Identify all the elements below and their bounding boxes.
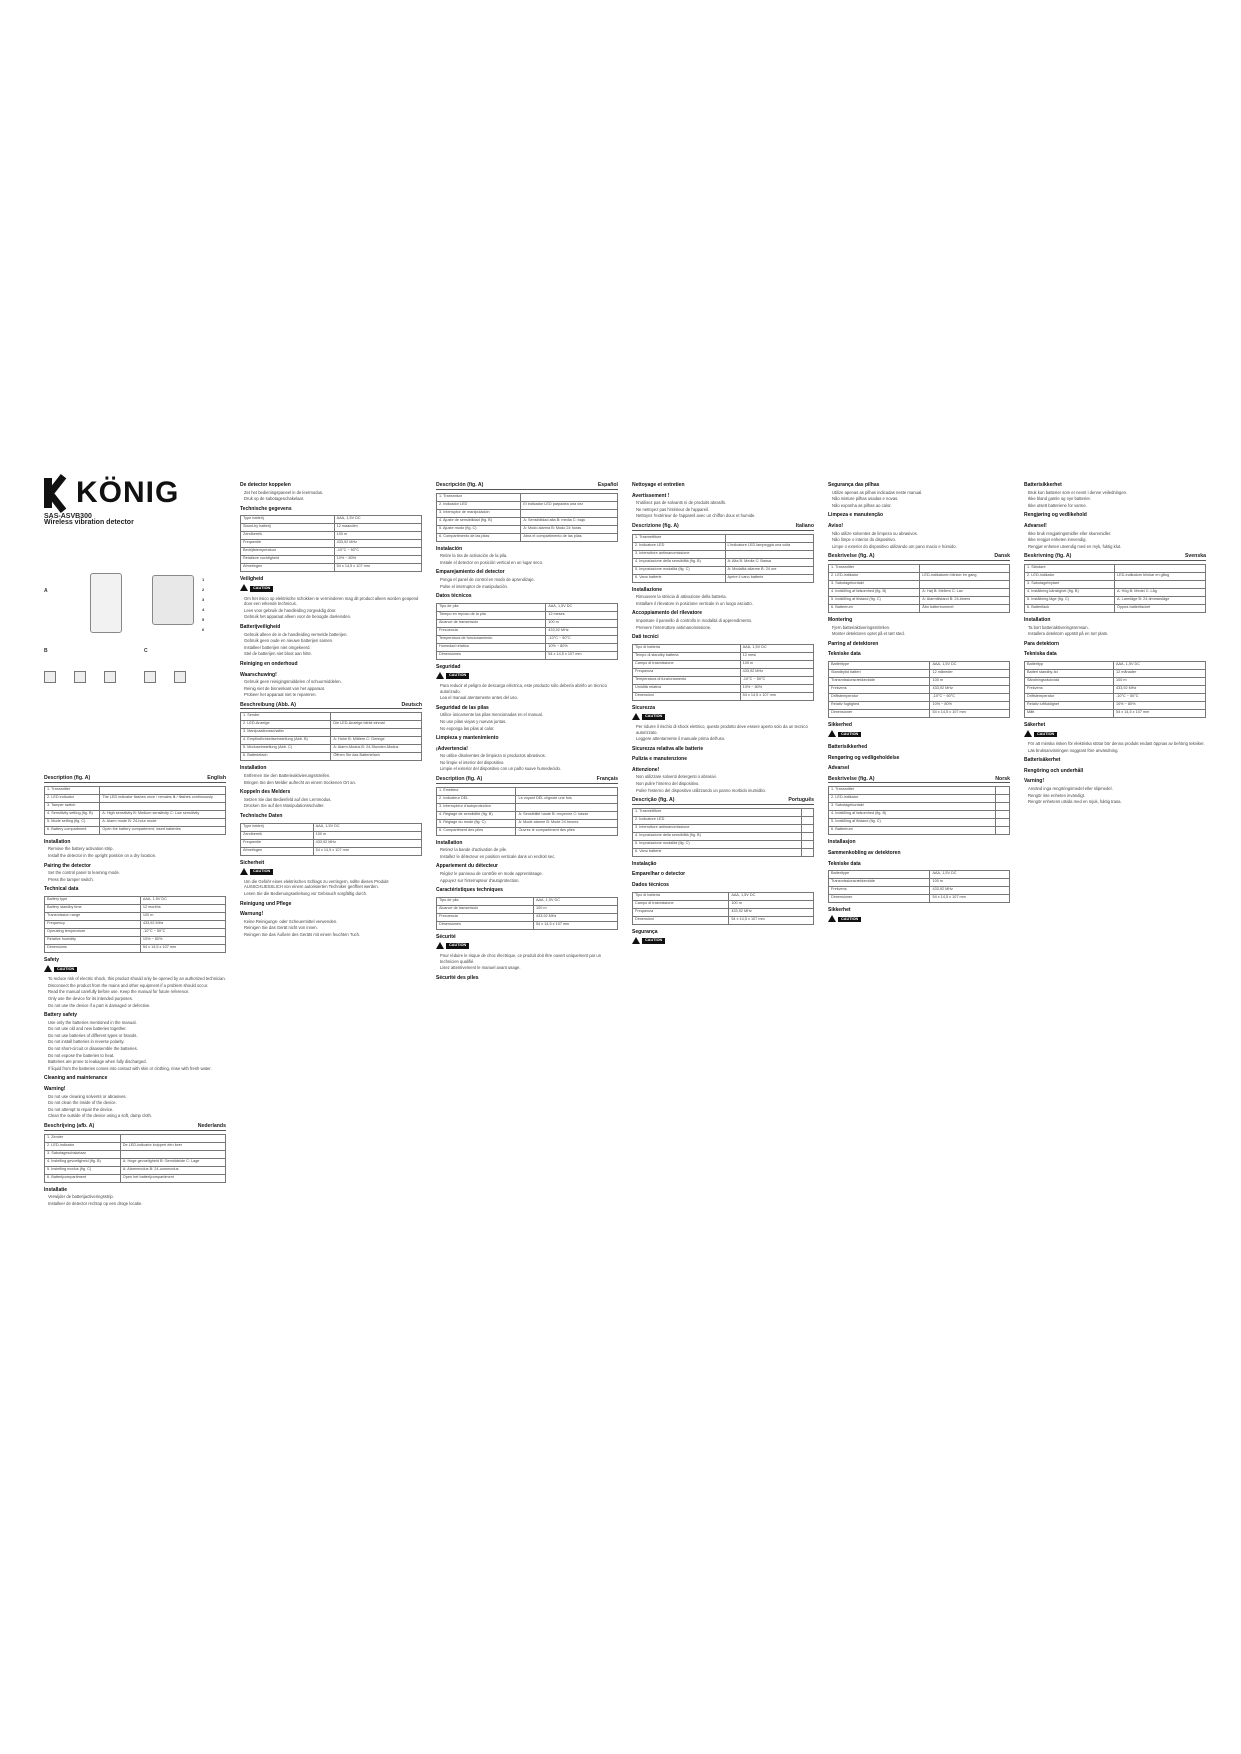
warning-triangle-icon (436, 942, 444, 949)
product-figures (44, 531, 226, 771)
no-clean-heading: Rengjøring og vedlikehold (1024, 512, 1087, 519)
list-item: Installeer de detector rechtop op een droge locatie. (48, 1200, 143, 1206)
no-tech-table: Batteritype AAA, 1,5V DC Transmissionsrækkevidde 100 m Frekvens 433,92 MHz Dimensioner 54 x 14,5 x 107 mm (828, 870, 1010, 903)
da-tech-heading: Tekniske data (828, 651, 861, 658)
da-battery-heading: Batterisikkerhed (828, 744, 868, 751)
detector-open-illustration (152, 575, 194, 625)
es-clean-heading: Limpieza y mantenimiento (436, 735, 499, 742)
it-safety-heading: Sicurezza (632, 704, 656, 711)
list-item: Não limpe o interior do dispositivo. (832, 537, 897, 543)
list-item: Para reducir el peligro de descarga eléctrica, este producto sólo debería abrirlo un técnico autorizado. (440, 682, 607, 694)
warning-triangle-icon (240, 868, 248, 875)
brand-name: KÖNIG (76, 476, 180, 510)
mode-switch-b (174, 671, 186, 683)
list-item: Reinigen Sie das Äußere des Geräts mit einem feuchten Tuch. (244, 931, 361, 937)
da-pairing-heading: Parring af detektoren (828, 640, 879, 647)
list-item: Ikke bruk rengjøringsmidler eller skuremidler. (1028, 530, 1112, 536)
list-item: Ikke utsett batteriene for varme. (1028, 502, 1087, 508)
list-item: Retire la tira de activación de la pila. (440, 553, 508, 559)
it-clean-warning: Attenzione! (632, 766, 660, 773)
fr-tech-table: Tipo de pila AAA, 1,5V DC Alcance de transmisión 100 m Frecuencia 433,92 MHz Dimensiones 54 x 14,5 x 107 mm (436, 897, 618, 930)
list-item: Gebruik geen oude en nieuwe batterijen samen. (244, 638, 334, 644)
list-item: Limpe o exterior do dispositivo utilizando um pano macio e húmido. (832, 543, 957, 549)
nl-safety-heading: Veiligheid (240, 576, 264, 583)
en-clean-warning: Warning! (44, 1086, 66, 1093)
list-item: Probeer het apparaat niet te repareren. (244, 692, 317, 698)
sensitivity-switch-b (74, 671, 86, 683)
caution-label: CAUTION (1024, 729, 1206, 741)
da-install-heading: Montering (828, 616, 853, 623)
es-tech-heading: Datos técnicos (436, 593, 472, 600)
da-clean-heading: Rengøring og vedligeholdelse (828, 754, 900, 761)
caution-label: CAUTION (632, 711, 814, 723)
list-item: Ponga el panel de control en modo de aprendizaje. (440, 576, 535, 582)
callout-1: 1 (202, 577, 205, 583)
nl-battery-heading: Batterijveiligheid (240, 623, 281, 630)
list-item: Entfernen Sie den Batterieaktivierungsstreifen. (244, 773, 331, 779)
en-install-heading: Installation (44, 838, 71, 845)
list-item: Installez le détecteur en position verticale dans un endroit sec. (440, 853, 556, 859)
list-item: Installera detektorn upprätt på en torr plats. (1028, 631, 1109, 637)
en-tech-heading: Technical data (44, 886, 79, 893)
es-tech-table: Tipo de pila AAA, 1,5V DC Tiempo en reposo de la pila 12 meses Alcance de transmisión 100 m Frecuencia 433,92 MHz Temperatura de funcionamiento -10°C ~ 50°C Humedad relativa 10% ~ 80% Dimensiones 54 x 14,5 x 107 mm (436, 603, 618, 660)
de-pairing-heading: Koppeln des Melders (240, 789, 291, 796)
es-clean-warning: ¡Advertencia! (436, 745, 468, 752)
list-item: Fjern batteriaktiveringsstrimlen. (832, 624, 891, 630)
list-item: Non pulire l'interno del dispositivo. (636, 781, 700, 787)
pt-description-table: 1. Trasmettitore 2. Indicatore LED 3. Interruttore antimanomissione 4. Impostazione della sensibilità (fig. B) 5. Impostazione modalità (fig. C) 6. Vano batterie (632, 808, 814, 857)
de-description-heading: Beschreibung (Abb. A) Deutsch (240, 701, 422, 708)
es-description-heading: Descripción (fig. A) Español (436, 482, 618, 488)
list-item: Do not use the device if a part is damaged or defective. (48, 1002, 151, 1008)
column-dutch-german (240, 478, 422, 939)
list-item: Druk op de sabotageschakelaar. (244, 496, 305, 502)
de-description-table: 1. Sender 2. LED-Anzeige Die LED-Anzeige blinkt einmal 3. Manipulationsschalter 4. Empfindlichkeitseinstellung (Abb. B) A: Hohe B: Mittlere C: Geringe 5. Moduseinstellung (Abb. C) A: Alarm-Modus B: 24-Stunden-Modus 6. Batteriefach Öffnen Sie das Batteriefach (240, 712, 422, 761)
sv-clean-warning: Varning! (1024, 778, 1045, 785)
caution-label: CAUTION (436, 670, 618, 682)
no-description-heading: Beskrivelse (fig. A) Norsk (828, 775, 1010, 782)
callout-5: 5 (202, 617, 205, 623)
list-item: Gebruik het apparaat alleen voor de beoogde doeleinden. (244, 614, 352, 620)
callout-6: 6 (202, 627, 205, 633)
warning-triangle-icon (44, 965, 52, 972)
nl-pairing-heading: De detector koppelen (240, 482, 291, 488)
list-item: Leggere attentamente il manuale prima dell'uso. (636, 736, 726, 742)
de-safety-heading: Sicherheit (240, 859, 265, 866)
fr-clean-warning: Avertissement ! (632, 492, 670, 499)
fr-battery-heading: Sécurité des piles (436, 974, 479, 981)
fr-tech-heading: Caractéristiques techniques (436, 887, 503, 894)
en-tech-table: Battery type AAA, 1.5V DC Battery standby time 12 months Transmission range 100 m Frequency 433,92 MHz Operating temperature -10°C ~ 50°C Relative humidity 10% ~ 80% Dimensions 54 x 14,5 x 107 mm (44, 896, 226, 953)
nl-tech-heading: Technische gegevens (240, 505, 292, 512)
fr-clean-heading: Nettoyage et entretien (632, 482, 685, 488)
no-install-heading: Installasjon (828, 839, 856, 846)
list-item: Lea el manual atentamente antes del uso. (440, 695, 518, 701)
en-pairing-heading: Pairing the detector (44, 862, 91, 869)
column-english (44, 478, 226, 1207)
warning-triangle-icon (1024, 730, 1032, 737)
column-portuguese-danish (828, 478, 1010, 925)
product-title: Wireless vibration detector (44, 518, 134, 526)
fr-description-heading: Description (fig. A) Français (436, 776, 618, 783)
list-item: Keine Reinigungs- oder Scheuermittel verwenden. (244, 918, 338, 924)
list-item: Reinig niet de binnenkant van het apparaat. (244, 685, 326, 691)
list-item: Não exponha as pilhas ao calor. (832, 502, 892, 508)
list-item: Setzen Sie das Bedienfeld auf den Lernmodus. (244, 796, 332, 802)
de-tech-table: Type batterij AAA, 1,5V DC Zendbereik 100 m Frequentie 433,92 MHz Afmetingen 54 x 14,5 x 107 mm (240, 823, 422, 856)
es-safety-heading: Seguridad (436, 663, 461, 670)
model-number: SAS-ASVB300 (44, 513, 92, 520)
list-item: Premere l'interruttore antimanomissione. (636, 624, 712, 630)
list-item: Lees voor gebruik de handleiding zorgvuldig door. (244, 607, 337, 613)
sv-clean-heading: Rengöring och underhåll (1024, 767, 1084, 774)
sensitivity-switch-c (104, 671, 116, 683)
pt-pairing-heading: Emparelhar o detector (632, 871, 686, 878)
no-pairing-heading: Sammenkobling av detektoren (828, 850, 901, 857)
detector-illustration (90, 573, 122, 633)
list-item: To reduce risk of electric shock, this product should only be opened by an authorized technician. (48, 976, 226, 982)
list-item: För att minska risken för elektriska stötar bör denna produkt endast öppnas av behörig tekniker. (1028, 741, 1205, 747)
sv-install-heading: Installation (1024, 616, 1051, 623)
list-item: Do not clean the inside of the device. (48, 1100, 117, 1106)
list-item: Pulse el interruptor de manipulación. (440, 583, 508, 589)
en-description-table: 1. Transmitter 2. LED indicator The LED indicator flashes once / remains lit / flashes continuously 3. Tamper switch 4. Sensitivity setting (fig. B) A: High sensitivity B: Medium sensitivity C: Low sensitivity 5. Mode setting (fig. C) A: Alarm mode B: 24-hour mode 6. Battery compartment Open the battery compartment; insert batteries (44, 786, 226, 835)
list-item: Do not attempt to repair the device. (48, 1106, 114, 1112)
caution-label: CAUTION (828, 729, 1010, 741)
list-item: No use pilas viejas y nuevas juntas. (440, 718, 507, 724)
no-battery-heading: Batterisikkerhet (1024, 482, 1062, 488)
list-item: Använd inga rengöringsmedel eller slipmedel. (1028, 786, 1113, 792)
list-item: Rengör enhetens utsida med en mjuk, fuktig trasa. (1028, 799, 1122, 805)
list-item: Bruk kun batterier som er nevnt i denne veiledningen. (1028, 489, 1128, 495)
list-item: Installare il rilevatore in posizione verticale in un luogo asciutto. (636, 600, 753, 606)
fr-safety-heading: Sécurité (436, 933, 456, 940)
sv-pairing-heading: Para detektorn (1024, 640, 1060, 647)
list-item: Do not use batteries of different types or brands. (48, 1032, 138, 1038)
list-item: If liquid from the batteries comes into contact with skin or clothing, rinse with fresh water. (48, 1065, 212, 1071)
list-item: Use only the batteries mentioned in the manual. (48, 1019, 137, 1025)
en-clean-heading: Cleaning and maintenance (44, 1075, 108, 1082)
list-item: Set the control panel to learning mode. (48, 870, 120, 876)
warning-triangle-icon (240, 584, 248, 591)
list-item: Batteries are prone to leakage when fully discharged. (48, 1059, 147, 1065)
sv-tech-table: Batterityp AAA, 1,5V DC Batteri standby-tid 12 månader Sändningsräckvidd 100 m Frekvens 433,92 MHz Driftstemperatur -10°C ~ 50°C Relativ luftfuktighet 10% ~ 80% Mått 54 x 14,5 x 107 mm (1024, 661, 1206, 718)
list-item: Ne nettoyez pas l'intérieur de l'appareil. (636, 506, 710, 512)
it-description-heading: Descrizione (fig. A) Italiano (632, 522, 814, 529)
list-item: Utilice únicamente las pilas mencionadas en el manual. (440, 712, 543, 718)
pt-tech-table: Tipo di batteria AAA, 1,5V DC Campo di trasmissione 100 m Frequenza 433,92 MHz Dimensioni 54 x 14,5 x 107 mm (632, 892, 814, 925)
column-french-italian (632, 478, 814, 947)
caution-label: CAUTION (436, 940, 618, 952)
de-install-heading: Installation (240, 765, 267, 772)
warning-triangle-icon (828, 915, 836, 922)
list-item: Remove the battery activation strip. (48, 846, 114, 852)
mode-switch-a (144, 671, 156, 683)
pt-description-heading: Descrição (fig. A) Português (632, 797, 814, 804)
list-item: No limpie el interior del dispositivo. (440, 759, 505, 765)
warning-triangle-icon (436, 672, 444, 679)
list-item: Impostare il pannello di controllo in modalità di apprendimento. (636, 617, 753, 623)
list-item: Pour réduire le risque de choc électrique, ce produit doit être ouvert uniquement par un technicien qualifié. (440, 953, 602, 964)
list-item: Läs bruksanvisningen noggrant före användning. (1028, 747, 1119, 753)
brand-logo (44, 478, 226, 508)
es-description-table: 1. Transmisor 2. Indicador LED El indicador LED parpadea una vez 3. Interruptor de manipulación 4. Ajuste de sensibilidad (fig. B) A: Sensibilidad alta B: media C: baja 5. Ajuste modo (fig. C) A: Modo alarma B: Modo 24 horas 6. Compartimento de las pilas Abra el compartimento de las pilas (436, 493, 618, 542)
fr-install-heading: Installation (436, 839, 463, 846)
list-item: Only use the device for its intended purposes. (48, 995, 133, 1001)
en-battery-heading: Battery safety (44, 1012, 78, 1019)
list-item: Clean the outside of the device using a soft, damp cloth. (48, 1113, 153, 1119)
warning-triangle-icon (632, 713, 640, 720)
list-item: Gebruik alleen de in de handleiding vermelde batterijen. (244, 631, 348, 637)
figure-label-c: C (144, 648, 148, 655)
en-description-heading: Description (fig. A) English (44, 775, 226, 782)
warning-triangle-icon (632, 937, 640, 944)
da-description-heading: Beskrivelse (fig. A) Dansk (828, 553, 1010, 560)
list-item: Não misture pilhas usadas e novas. (832, 496, 899, 502)
list-item: Installeer batterijen niet omgekeerd. (244, 644, 311, 650)
list-item: Limpie el exterior del dispositivo con un paño suave humedecido. (440, 766, 562, 772)
nl-install-heading: Installatie (44, 1186, 68, 1193)
list-item: Disconnect the product from the mains and other equipment if a problem should occur. (48, 982, 209, 988)
pt-safety-heading: Segurança (632, 928, 658, 935)
callout-4: 4 (202, 607, 205, 613)
list-item: Do not use cleaning solvents or abrasives. (48, 1093, 127, 1099)
it-clean-heading: Pulizia e manutenzione (632, 756, 688, 763)
list-item: Zet het bedieningspaneel in de leermodus. (244, 489, 324, 495)
list-item: Do not expose the batteries to heat. (48, 1052, 115, 1058)
de-clean-warning: Warnung! (240, 911, 264, 918)
list-item: Appuyez sur l'interrupteur d'autoprotection. (440, 877, 520, 883)
fr-pairing-heading: Appariement du détecteur (436, 863, 498, 870)
list-item: Reinigen Sie das Gerät nicht von innen. (244, 925, 318, 931)
list-item: Ikke bland gamle og nye batterier. (1028, 496, 1091, 502)
list-item: Rengjør enheten utvendig med en myk, fuktig klut. (1028, 543, 1122, 549)
es-install-heading: Instalación (436, 545, 463, 552)
list-item: Retirez la bande d'activation de pile. (440, 847, 508, 853)
sv-safety-heading: Säkerhet (1024, 721, 1046, 728)
it-battery-heading: Sicurezza relativa alle batterie (632, 745, 704, 752)
pt-battery-heading: Segurança das pilhas (828, 482, 880, 488)
list-item: No exponga las pilas al calor. (440, 725, 495, 731)
list-item: Não utilize solventes de limpeza ou abrasivos. (832, 530, 918, 536)
list-item: Um die Gefahr eines elektrischen Schlags zu verringern, sollte dieses Produkt AUSSCHLIESSLICH von einem autorisierten Techniker geöffnet werden. (244, 878, 389, 890)
no-clean-warning: Advarsel! (1024, 522, 1047, 529)
list-item: Om het risico op elektrische schokken te verminderen mag dit product alleen worden geopend door een erkende technicus. (244, 595, 419, 607)
nl-clean-heading: Reiniging en onderhoud (240, 660, 298, 667)
list-item: Ta bort batteriaktiveringsremsan. (1028, 624, 1089, 630)
callout-3: 3 (202, 597, 205, 603)
list-item: Bringen Sie den Melder aufrecht an einem trockenen Ort an. (244, 779, 356, 785)
list-item: Stel de batterijen niet bloot aan hitte. (244, 651, 312, 657)
it-description-table: 1. Trasmettitore 2. Indicatore LED L'indicatore LED lampeggia una volta 3. Interruttore antimanomissione 4. Impostazione della sensibilità (fig. B) A: Alta B: Media C: Bassa 5. Impostazione modalità (fig. C) A: Modalità allarme B: 24 ore 6. Vano batterie Aprire il vano batterie (632, 534, 814, 583)
list-item: Utilize apenas as pilhas indicadas neste manual. (832, 489, 923, 495)
pt-install-heading: Instalação (632, 860, 657, 867)
column-spanish-french (436, 478, 618, 981)
list-item: Install the detector in the upright position on a dry location. (48, 852, 157, 858)
es-battery-heading: Seguridad de las pilas (436, 704, 489, 711)
list-item: Verwijder de batterijactiveringsstrip. (48, 1194, 114, 1200)
fr-description-table: 1. Émetteur 2. Indicateur DEL Le voyant DEL clignote une fois 3. Interrupteur d'autoprotection 4. Réglage de sensibilité (fig. B) A: Sensibilité haute B: moyenne C: basse 5. Réglage du mode (fig. C) A: Mode alarme B: Mode 24 heures 6. Compartiment des piles Ouvrez le compartiment des piles (436, 787, 618, 836)
warning-triangle-icon (828, 730, 836, 737)
nl-tech-table: Type batterij AAA, 1,5V DC Stand-by batterij 12 maanden Zendbereik 100 m Frequentie 433,92 MHz Bedrijfstemperatuur -10°C ~ 50°C Relatieve vochtigheid 10% ~ 80% Afmetingen 54 x 14,5 x 107 mm (240, 515, 422, 572)
list-item: Gebruik geen reinigingsmiddelen of schuurmiddelen. (244, 679, 342, 685)
de-tech-heading: Technische Daten (240, 813, 283, 820)
caution-label: CAUTION (44, 964, 226, 976)
list-item: Lisez attentivement le manuel avant usage. (440, 965, 521, 971)
sv-description-table: 1. Sändare 2. LED-indikator LED-indikatorn blinkar en gång 3. Sabotagebrytare 4. Inställning känslighet (fig. B) A: Hög B: Medel C: Låg 5. Inställning läge (fig. C) A: Larmläge B: 24-timmarsläge 6. Batterifack Öppna batterifacket (1024, 564, 1206, 613)
en-safety-heading: Safety (44, 956, 60, 963)
list-item: Rimuovere la striscia di attivazione della batteria. (636, 594, 727, 600)
it-install-heading: Installazione (632, 586, 663, 593)
it-tech-heading: Dati tecnici (632, 634, 659, 641)
pt-tech-heading: Dados técnicos (632, 882, 669, 889)
da-safety-heading: Sikkerhed (828, 721, 852, 728)
figure-label-a: A (44, 588, 48, 595)
list-item: Read the manual carefully before use. Keep the manual for future reference. (48, 989, 190, 995)
caution-label: CAUTION (240, 866, 422, 878)
list-item: Do not short-circuit or disassemble the batteries. (48, 1046, 138, 1052)
it-pairing-heading: Accoppiamento del rilevatore (632, 610, 703, 617)
list-item: Drücken Sie auf den Manipulationsschalter. (244, 803, 325, 809)
list-item: Instale el detector en posición vertical en un lugar seco. (440, 559, 544, 565)
callout-2: 2 (202, 587, 205, 593)
list-item: Ikke rengjør enheten innvendig. (1028, 537, 1087, 543)
es-pairing-heading: Emparejamiento del detector (436, 569, 505, 576)
no-safety-heading: Sikkerhet (828, 907, 851, 914)
sv-description-heading: Beskrivning (fig. A) Svenska (1024, 553, 1206, 560)
figure-label-b: B (44, 648, 48, 655)
no-description-table: 1. Transmitter 2. LED-indikator 3. Sabotagekontakt 4. Indstilling af følsomhed (fig. B) 5. Indstilling af tilstand (fig. C) 6. Batterirum (828, 786, 1010, 835)
list-item: Do not install batteries in reverse polarity. (48, 1039, 125, 1045)
list-item: Lesen Sie die Bedienungsanleitung vor Gebrauch sorgfältig durch. (244, 891, 368, 896)
caution-label: CAUTION (632, 935, 814, 947)
nl-description-table: 1. Zender 2. LED-indicator De LED-indicator knippert één keer 3. Sabotageschakelaar 4. Instelling gevoeligheid (fig. B) A: Hoge gevoeligheid B: Gemiddelde C: Lage 5. Instelling modus (fig. C) A: Alarmmodus B: 24-uursmodus 6. Batterijcompartiment Open het batterijcompartiment (44, 1134, 226, 1183)
list-item: Réglez le panneau de contrôle en mode apprentissage. (440, 871, 543, 877)
list-item: Per ridurre il rischio di shock elettrico, questo prodotto deve essere aperto solo da un tecnico autorizzato. (636, 723, 808, 735)
manual-sheet (44, 478, 1204, 1278)
da-description-table: 1. Transmitter 2. LED-indikator LED-indikatoren blinker én gang 3. Sabotagekontakt 4. Indstilling af følsomhed (fig. B) A: Høj B: Mellem C: Lav 5. Indstilling af tilstand (fig. C) A: Alarmtilstand B: 24-timers 6. Batterirum Åbn batterirummet (828, 564, 1010, 613)
list-item: Rengör inte enheten invändigt. (1028, 792, 1086, 798)
konig-k-icon (44, 478, 70, 508)
column-norwegian-swedish (1024, 478, 1206, 806)
sv-tech-heading: Tekniska data (1024, 651, 1057, 658)
list-item: Do not use old and new batteries together. (48, 1026, 127, 1032)
pt-clean-warning: Aviso! (828, 522, 844, 529)
list-item: Pulire l'esterno del dispositivo utilizzando un panno morbido inumidito. (636, 787, 766, 793)
list-item: N'utilisez pas de solvants ni de produits abrasifs. (636, 500, 727, 506)
no-tech-heading: Tekniske data (828, 860, 861, 867)
list-item: Press the tamper switch. (48, 876, 94, 882)
list-item: No utilice disolventes de limpieza ni productos abrasivos. (440, 753, 546, 759)
list-item: Monter detektoren opret på et tørt sted. (832, 631, 905, 637)
list-item: Non utilizzare solventi detergenti o abrasivi. (636, 774, 717, 780)
caution-label: CAUTION (828, 914, 1010, 926)
de-clean-heading: Reinigung und Pflege (240, 900, 292, 907)
sv-battery-heading: Batterisäkerhet (1024, 757, 1061, 764)
caution-label: CAUTION (240, 583, 422, 595)
da-clean-warning: Advarsel (828, 765, 850, 772)
it-tech-table: Tipo di batteria AAA, 1,5V DC Tempo di standby batteria 12 mesi Campo di trasmissione 100 m Frequenza 433,92 MHz Temperatura di funzionamento -10°C ~ 50°C Umidità relativa 10% ~ 80% Dimensioni 54 x 14,5 x 107 mm (632, 644, 814, 701)
nl-clean-warning: Waarschuwing! (240, 671, 277, 678)
da-tech-table: Batteritype AAA, 1,5V DC Standbytid batteri 12 måneder Transmissionsrækkevidde 100 m Frekvens 433,92 MHz Driftstemperatur -10°C ~ 50°C Relativ fugtighed 10% ~ 80% Dimensioner 54 x 14,5 x 107 mm (828, 661, 1010, 718)
nl-description-heading: Beschrijving (afb. A) Nederlands (44, 1123, 226, 1129)
list-item: Nettoyez l'extérieur de l'appareil avec un chiffon doux et humide. (636, 513, 756, 519)
pt-clean-heading: Limpeza e manutenção (828, 512, 884, 519)
sensitivity-switch-a (44, 671, 56, 683)
